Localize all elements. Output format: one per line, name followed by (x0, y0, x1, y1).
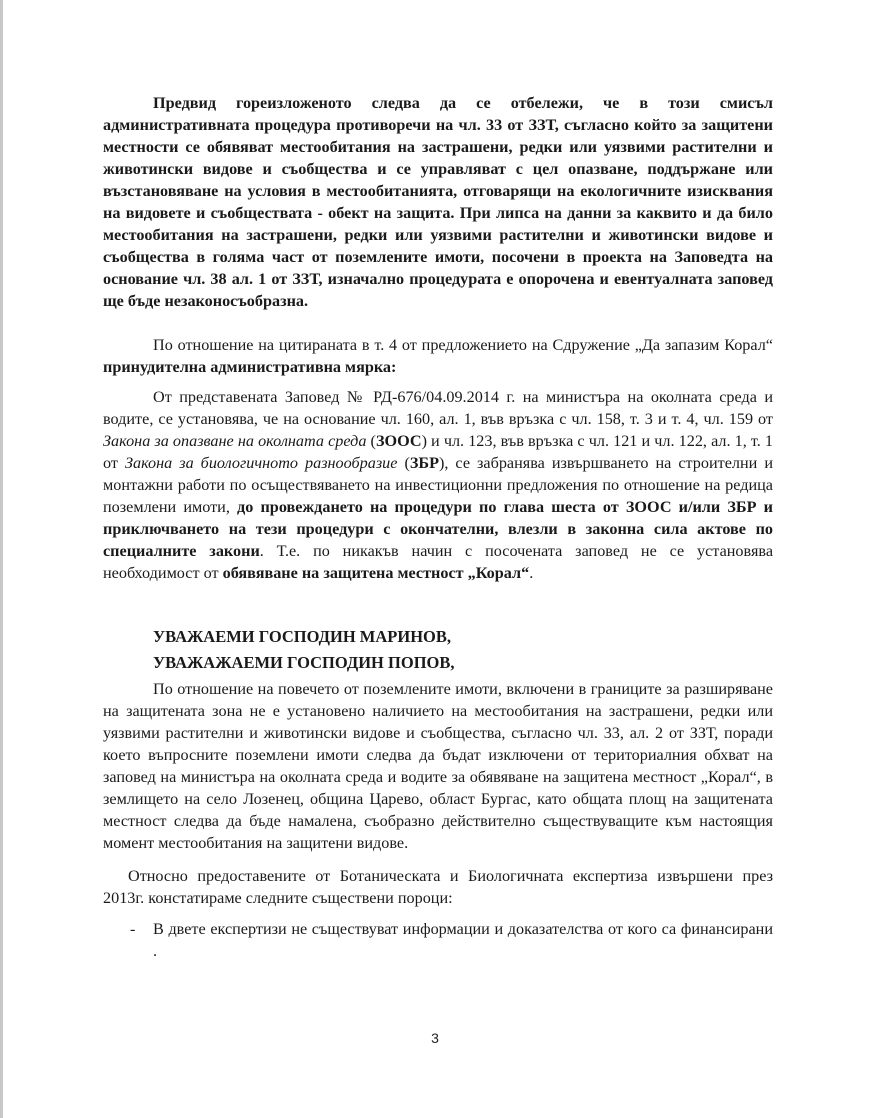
law-abbrev: ЗООС (375, 432, 422, 450)
bold-phrase: принудителна административна мярка: (103, 358, 397, 376)
list-item (103, 918, 773, 962)
bold-phrase: обявяване на защитена местност „Корал“ (222, 564, 530, 582)
text-run: ), се забранява извършването на строителни и монтажни работи по осъществяването на инвестиционни предложения по отношение на редица поземлени имоти, (103, 454, 773, 516)
paragraph-expertise: Относно предоставените от Ботаническата и Биологичната експертиза извършени през 2013г. констатираме следните съществени пороци: (103, 867, 773, 907)
bullet-dash: - (130, 920, 136, 938)
bold-phrase: до провеждането на процедури по глава шеста от ЗООС и/или ЗБР и приключването на тези процедури с окончателни, влезли в законна сила актове по специалните закони (103, 498, 773, 560)
paragraph-text: По отношение на цитираната в т. 4 от предложението на Сдружение „Да запазим Корал“ (153, 336, 773, 354)
paragraph-order (103, 386, 773, 584)
document-page (103, 92, 773, 962)
page-left-border (0, 0, 3, 1118)
paragraph-land-plots: По отношение на повечето от поземлените имоти, включени в границите за разширяване на защитената зона не е установено наличието на местообитания на застрашени, редки или уязвими растителни и животински видове и съобщества, съгласно чл. 33, ал. 2 от ЗЗТ, поради което въпросните поземлени имоти следва да бъдат изключени от териториалния обхват на заповед на министъра на околната среда и водите за обявяване на защитена местност „Корал“, в землището на село Лозенец, община Царево, област Бургас, като общата площ на защитената местност следва да бъде намалена, съобразно действително съществуващите към настоящия момент местообитания на защитени видове. (103, 680, 773, 852)
paragraph-conclusion: Предвид гореизложеното следва да се отбележи, че в този смисъл административната процедура противоречи на чл. 33 от ЗЗТ, съгласно който за защитени местности се обявяват местообитания на застрашени, редки или уязвими растителни и животински видове и съобщества и се управляват с цел опазване, поддържане или възстановяване на условия в местообитанията, отговарящи на екологичните изисквания на видовете и съобществата - обект на защита. При липса на данни за каквито и да било местообитания на застрашени, редки или уязвими растителни и животински видове и съобщества в голяма част от поземлените имоти, посочени в проекта на Заповедта на основание чл. 38 ал. 1 от ЗЗТ, изначално процедурата е опорочена и евентуалната заповед ще бъде незаконосъобразна. (103, 94, 773, 310)
text-run: ( (366, 432, 376, 450)
greeting-popov: УВАЖАЖАЕМИ ГОСПОДИН ПОПОВ, (153, 653, 455, 672)
list-item-text: В двете експертизи не съществуват информации и доказателства от кого са финансирани . (153, 920, 773, 960)
law-title: Закона за опазване на околната среда (103, 432, 367, 450)
text-run: . Т.е. по никакъв начин с посочената заповед не се установява необходимост от (103, 542, 774, 582)
page-number: 3 (431, 1030, 439, 1046)
text-run: ) и чл. 123, във връзка с чл. 121 и чл. 122, ал. 1, т. 1 от (103, 432, 773, 472)
paragraph-enforcement-measure (103, 334, 773, 378)
greeting-marinov: УВАЖАЕМИ ГОСПОДИН МАРИНОВ, (153, 627, 451, 646)
text-run: . (529, 564, 534, 582)
law-abbrev: ЗБР (409, 454, 439, 472)
law-title: Закона за биологичното разнообразие (124, 454, 398, 472)
text-run: ( (397, 454, 410, 472)
text-run: От представената Заповед № РД-676/04.09.2014 г. на министъра на околната среда и водите, се установява, че на основание чл. 160, ал. 1, във връзка с чл. 158, т. 3 и т. 4, чл. 159 от (103, 388, 773, 428)
